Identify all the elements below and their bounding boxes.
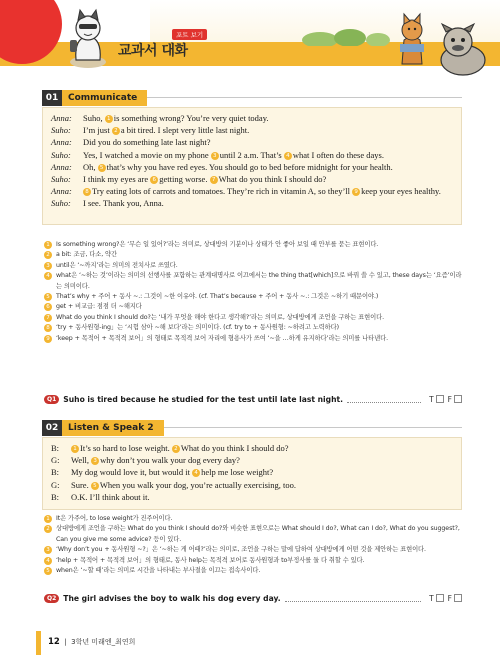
note-number-badge: 9: [44, 335, 52, 343]
notes-section-2: [44, 514, 462, 576]
bulldog-illustration: [432, 20, 494, 78]
dialog-line: [51, 454, 453, 466]
speaker-name: Anna:: [51, 161, 72, 172]
reference-number-badge: 6: [150, 176, 158, 184]
section-2-tab: [42, 420, 164, 436]
reference-number-badge: 2: [112, 127, 120, 135]
note-number-badge: 2: [44, 525, 52, 533]
note-text: It은 가주어, to lose weight가 진주어이다.: [56, 515, 173, 522]
dialog-text-fragment: that’s why you have red eyes. You should go to bed before midnight for your health.: [106, 161, 393, 172]
true-label: T: [429, 593, 434, 603]
speaker-name: Anna:: [51, 113, 72, 123]
speaker-name: G:: [51, 455, 60, 466]
note-number-badge: 1: [44, 241, 52, 249]
section-2-header: [42, 420, 462, 436]
dialog-line: [51, 173, 453, 185]
dialog-line: [51, 479, 453, 491]
note-item: [44, 261, 462, 271]
dialog-text-fragment: My dog would love it, but would it: [71, 467, 193, 478]
dialog-text-fragment: What do you think I should do?: [218, 174, 327, 185]
note-text: ‘try + 동사원형-ing」는 ‘시험 삼아 ~해 보다’라는 의미이다. (cf. try to + 동사원형: ~하려고 노력하다): [56, 324, 339, 332]
speaker-name: Anna:: [51, 137, 72, 148]
note-item: [44, 240, 462, 250]
note-item: [44, 302, 462, 312]
reference-number-badge: 1: [71, 445, 79, 453]
dialog-text-fragment: I’m just: [83, 125, 112, 136]
dialog-text: [83, 124, 453, 136]
cat-illustration: [58, 4, 118, 74]
note-text: 상대방에게 조언을 구하는 What do you think I should do?와 비슷한 표현으로는 What should I do?, What can I do?, What do you suggest?, Can you give me some advice? 등이 있다.: [56, 525, 460, 543]
dialog-text-fragment: Suho,: [83, 113, 105, 123]
note-number-badge: 5: [44, 293, 52, 301]
quiz-statement: The girl advises the boy to walk his dog every day.: [63, 593, 281, 603]
quiz-badge: Q1: [44, 395, 59, 404]
note-item: [44, 514, 462, 524]
note-number-badge: 6: [44, 303, 52, 311]
note-text: get + 비교급: 점점 더 ~해지다: [56, 303, 142, 311]
dialog-text: [83, 136, 453, 148]
note-number-badge: 4: [44, 557, 52, 565]
note-number-badge: 4: [44, 272, 52, 280]
dialog-box-1: [42, 107, 462, 225]
note-text: what은 ‘~하는 것’이라는 의미의 선행사를 포함하는 관계대명사로 이끄에서는 the thing that[which]으로 바꿔 쓸 수 있고, these days는 ‘요즘’이라는 의미이다.: [56, 272, 462, 290]
speaker-name: B:: [51, 443, 60, 453]
banner-tag: 포트 보기: [172, 29, 207, 40]
note-item: [44, 323, 462, 333]
dialog-text: [83, 149, 453, 161]
dialog-text: [83, 112, 453, 124]
true-option[interactable]: [429, 594, 444, 603]
note-text: What do you think I should do?는 ‘내가 무엇을 해야 한다고 생각해?’라는 의미로, 상대방에게 조언을 구하는 표현이다.: [56, 313, 385, 321]
dialog-text-fragment: I see. Thank you, Anna.: [83, 198, 164, 209]
dialog-line: [51, 197, 453, 209]
note-text: ‘Why don’t you + 동사원형 ~?」은 ‘~하는 게 어때?’라는 의미로, 조언을 구하는 말에 답하여 상대방에게 어떤 것을 제안하는 표현이다.: [56, 546, 426, 554]
dialog-text: [83, 161, 453, 173]
header-banner: [0, 0, 500, 82]
note-text: a bit: 조금, 다소, 약간: [56, 251, 118, 259]
reference-number-badge: 8: [83, 188, 91, 196]
reference-number-badge: 5: [98, 164, 106, 172]
dialog-text: [71, 454, 453, 466]
dialog-text-fragment: why don’t you walk your dog every day?: [100, 455, 240, 466]
false-option[interactable]: [448, 395, 462, 404]
false-label: F: [447, 593, 452, 603]
section-title: Listen & Speak 2: [62, 420, 164, 436]
note-number-badge: 1: [44, 515, 52, 523]
quiz-statement: Suho is tired because he studied for the test until late last night.: [63, 394, 343, 404]
false-checkbox[interactable]: [454, 395, 462, 403]
footer-caption: 3학년 미래엔_최연희: [71, 638, 136, 646]
dialog-text-fragment: When you walk your dog, you’re actually exercising, too.: [99, 479, 296, 490]
section-1-header: [42, 90, 462, 106]
dotted-leader: [347, 396, 421, 403]
dialog-text-fragment: Did you do something late last night?: [83, 137, 211, 148]
dialog-line: [51, 136, 453, 148]
false-option[interactable]: [448, 594, 462, 603]
note-text: until은 ‘~까지’라는 의미의 전치사로 쓰였다.: [56, 261, 178, 269]
speaker-name: B:: [51, 491, 60, 502]
banner-title: 교과서 대화: [118, 43, 188, 59]
dialog-line: [51, 149, 453, 161]
speaker-name: B:: [51, 467, 60, 478]
note-item: [44, 524, 462, 545]
reference-number-badge: 1: [105, 115, 113, 123]
note-number-badge: 8: [44, 324, 52, 332]
page-number: 12: [48, 637, 60, 647]
dotted-leader: [285, 595, 421, 602]
dialog-text-fragment: O.K. I’ll think about it.: [71, 491, 150, 502]
section-1-tab: [42, 90, 147, 106]
dialog-text-fragment: getting worse.: [159, 174, 210, 185]
note-text: That’s why + 주어 + 동사 ~.: 그것이 ~한 이유야. (cf. That’s because + 주어 + 동사 ~.: 그것은 ~하기 때문이야.): [56, 293, 379, 301]
dialog-line: [51, 124, 453, 136]
quiz-2: [44, 591, 462, 605]
note-text: Is something wrong?은 ‘무슨 일 있어?’라는 의미로, 상대방의 기분이나 상태가 안 좋아 보일 때 안부를 묻는 표현이다.: [56, 241, 379, 248]
note-item: [44, 556, 462, 566]
true-option[interactable]: [429, 395, 444, 404]
dialog-text-fragment: Oh,: [83, 161, 98, 172]
dialog-box-2: [42, 437, 462, 510]
dialog-text-fragment: I think my eyes are: [83, 174, 151, 185]
quiz-1: [44, 392, 462, 406]
dialog-text-fragment: Try eating lots of carrots and tomatoes. They’re rich in vitamin A, so they’ll: [92, 186, 353, 197]
section-title: Communicate: [62, 90, 147, 106]
note-item: [44, 250, 462, 260]
note-text: ‘keep + 목적어 + 목적격 보어」의 형태로 목적격 보어 자리에 형용사가 쓰여 ‘~을 …하게 유지하다’라는 의미를 나타낸다.: [56, 334, 388, 342]
dialog-text-fragment: Sure.: [71, 479, 91, 490]
dialog-text-fragment: what I often do these days.: [292, 149, 384, 160]
speaker-name: G:: [51, 479, 60, 490]
fox-illustration: [392, 10, 432, 68]
footer-accent-bar: [36, 631, 41, 655]
dialog-line: [51, 112, 453, 124]
page-footer: [0, 627, 500, 667]
dialog-text: [83, 185, 453, 197]
dialog-text-fragment: until 2 a.m. That’s: [219, 149, 284, 160]
reference-number-badge: 4: [192, 469, 200, 477]
dialog-text: [71, 479, 453, 491]
dialog-line: [51, 185, 453, 197]
dialog-text: [71, 491, 453, 503]
reference-number-badge: 4: [284, 152, 292, 160]
reference-number-badge: 3: [91, 457, 99, 465]
dialog-text: [71, 442, 453, 454]
reference-number-badge: 2: [172, 445, 180, 453]
dialog-text-fragment: is something wrong? You’re very quiet today.: [113, 113, 269, 123]
dialog-text: [83, 173, 453, 185]
footer-text: 12 | 3학년 미래엔_최연희: [48, 637, 136, 647]
note-text: when은 ‘~할 때’라는 의미로 시간을 나타내는 부사절을 이끄는 접속사이다.: [56, 567, 261, 575]
note-item: [44, 334, 462, 344]
false-checkbox[interactable]: [454, 594, 462, 602]
dialog-text-fragment: keep your eyes healthy.: [361, 186, 441, 197]
reference-number-badge: 5: [91, 482, 99, 490]
speaker-name: Suho:: [51, 149, 71, 160]
speaker-name: Suho:: [51, 125, 71, 136]
dialog-text-fragment: Yes, I watched a movie on my phone: [83, 149, 211, 160]
speaker-name: Suho:: [51, 198, 71, 209]
reference-number-badge: 9: [352, 188, 360, 196]
notes-section-1: [44, 240, 462, 344]
dialog-line: [51, 442, 453, 454]
dialog-line: [51, 161, 453, 173]
note-number-badge: 7: [44, 314, 52, 322]
dialog-text-fragment: a bit tired. I slept very little last night.: [120, 125, 250, 136]
note-item: [44, 545, 462, 555]
speaker-name: Suho:: [51, 174, 71, 185]
dialog-text: [71, 466, 453, 478]
dialog-line: [51, 491, 453, 503]
dialog-text-fragment: help me lose weight?: [201, 467, 274, 478]
note-number-badge: 2: [44, 251, 52, 259]
dialog-text-fragment: What do you think I should do?: [180, 443, 289, 453]
true-checkbox[interactable]: [436, 395, 444, 403]
note-text: ‘help + 목적어 + 목적격 보어」의 형태로, 동사 help는 목적격 보어로 동사원형과 to부정사를 둘 다 취할 수 있다.: [56, 556, 365, 564]
section-number: 02: [42, 420, 62, 436]
dialog-text-fragment: It’s so hard to lose weight.: [80, 443, 172, 453]
note-item: [44, 292, 462, 302]
note-item: [44, 313, 462, 323]
reference-number-badge: 3: [211, 152, 219, 160]
note-number-badge: 5: [44, 567, 52, 575]
bushes-illustration: [300, 24, 390, 46]
dialog-text-fragment: Well,: [71, 455, 92, 466]
speaker-name: Anna:: [51, 186, 72, 197]
note-number-badge: 3: [44, 262, 52, 270]
section-number: 01: [42, 90, 62, 106]
quiz-badge: Q2: [44, 594, 59, 603]
reference-number-badge: 7: [210, 176, 218, 184]
true-checkbox[interactable]: [436, 594, 444, 602]
false-label: F: [447, 394, 452, 404]
note-number-badge: 3: [44, 546, 52, 554]
note-item: [44, 271, 462, 292]
dialog-text: [83, 197, 453, 209]
dialog-line: [51, 466, 453, 478]
true-label: T: [429, 394, 434, 404]
note-item: [44, 566, 462, 576]
